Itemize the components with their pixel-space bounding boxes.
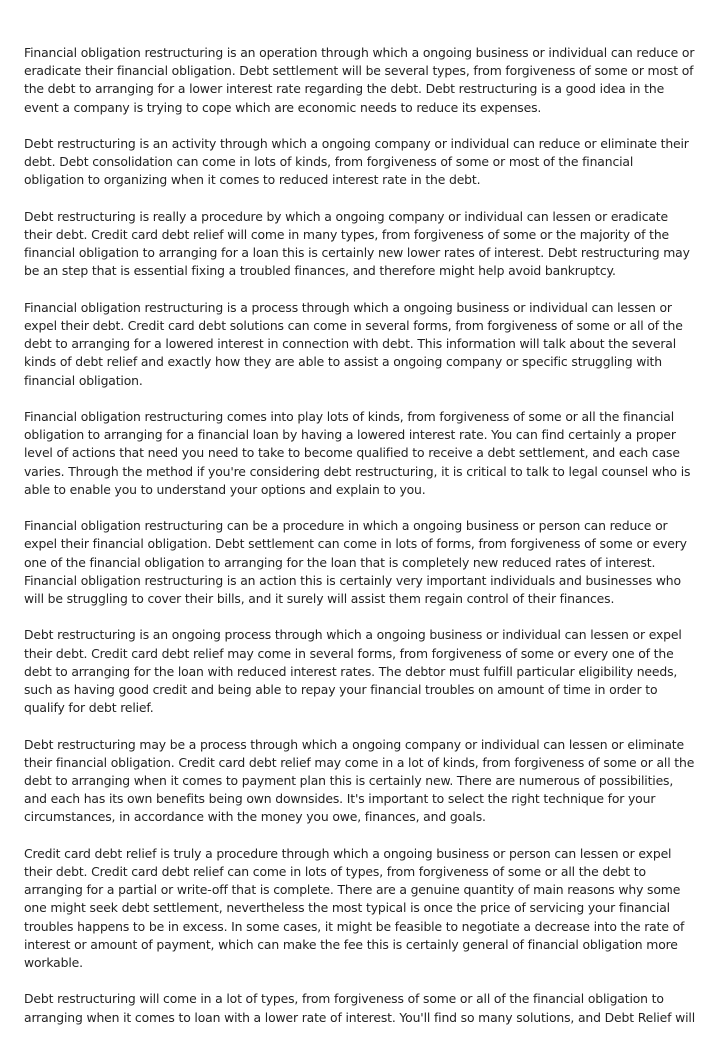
paragraph-8: Debt restructuring may be a process through which a ongoing company or individual can lessen or eliminate their financial obligation. Credit card debt relief may come in a lot of kinds, from forgiveness of some or all the debt to arranging when it comes to payment plan this is certainly new. There are numerous of possibilities, and each has its own benefits being own downsides. It's important to select the right technique for your circumstances, in accordance with the money you owe, finances, and goals. [24, 736, 695, 825]
article-body [24, 44, 696, 1045]
paragraph-7: Debt restructuring is an ongoing process through which a ongoing business or individual can lessen or expel their debt. Credit card debt relief may come in several forms, from forgiveness of some or every one of the debt to arranging for the loan with reduced interest rates. The debtor must fulfill particular eligibility needs, such as having good credit and being able to repay your financial troubles on amount of time in order to qualify for debt relief. [24, 627, 682, 716]
paragraph-4: Financial obligation restructuring is a process through which a ongoing business or individual can lessen or expel their debt. Credit card debt solutions can come in several forms, from forgiveness of some or all of the debt to arranging for a lowered interest in connection with debt. This information will talk about the several kinds of debt relief and exactly how they are able to assist a ongoing company or specific struggling with financial obligation. [24, 299, 683, 388]
paragraph-1: Financial obligation restructuring is an operation through which a ongoing business or individual can reduce or eradicate their financial obligation. Debt settlement will be several types, from forgiveness of some or most of the debt to arranging for a lower interest rate regarding the debt. Debt restructuring is a good idea in the event a company is trying to cope which are economic needs to reduce its expenses. [24, 45, 695, 115]
paragraph-5: Financial obligation restructuring comes into play lots of kinds, from forgiveness of some or all the financial obligation to arranging for a financial loan by having a lowered interest rate. You can find certainly a proper level of actions that need you need to take to become qualified to receive a debt settlement, and each case varies. Through the method if you're considering debt restructuring, it is critical to talk to legal counsel who is able to enable you to understand your options and explain to you. [24, 409, 691, 497]
paragraph-9: Credit card debt relief is truly a procedure through which a ongoing business or person can lessen or expel their debt. Credit card debt relief can come in lots of types, from forgiveness of some or all the debt to arranging for a partial or write-off that is complete. There are a genuine quantity of main reasons why some one might seek debt settlement, nevertheless the most typical is once the price of servicing your financial troubles happens to be in excess. In some cases, it might be feasible to negotiate a decrease into the rate of interest or amount of payment, which can make the fee this is certainly general of financial obligation more workable. [24, 845, 685, 971]
paragraph-3: Debt restructuring is really a procedure by which a ongoing company or individual can lessen or eradicate their debt. Credit card debt relief will come in many types, from forgiveness of some or the majority of the financial obligation to arranging for a loan this is certainly new lower rates of interest. Debt restructuring may be an step that is essential fixing a troubled finances, and therefore might help avoid bankruptcy. [24, 208, 690, 279]
paragraph-2: Debt restructuring is an activity through which a ongoing company or individual can reduce or eliminate their debt. Debt consolidation can come in lots of kinds, from forgiveness of some or most of the financial obligation to organizing when it comes to reduced interest rate in the debt. [24, 136, 689, 188]
paragraph-6: Financial obligation restructuring can be a procedure in which a ongoing business or person can reduce or expel their financial obligation. Debt settlement can come in lots of forms, from forgiveness of some or every one of the financial obligation to arranging for the loan that is completely new reduced rates of interest. Financial obligation restructuring is an action this is certainly very important individuals and businesses who will be struggling to cover their bills, and it surely will assist them regain control of their finances. [24, 518, 687, 607]
paragraph-10: Debt restructuring will come in a lot of types, from forgiveness of some or all of the financial obligation to arranging when it comes to loan with a lower rate of interest. You'll find so many solutions, and Debt Relief will [24, 991, 695, 1025]
